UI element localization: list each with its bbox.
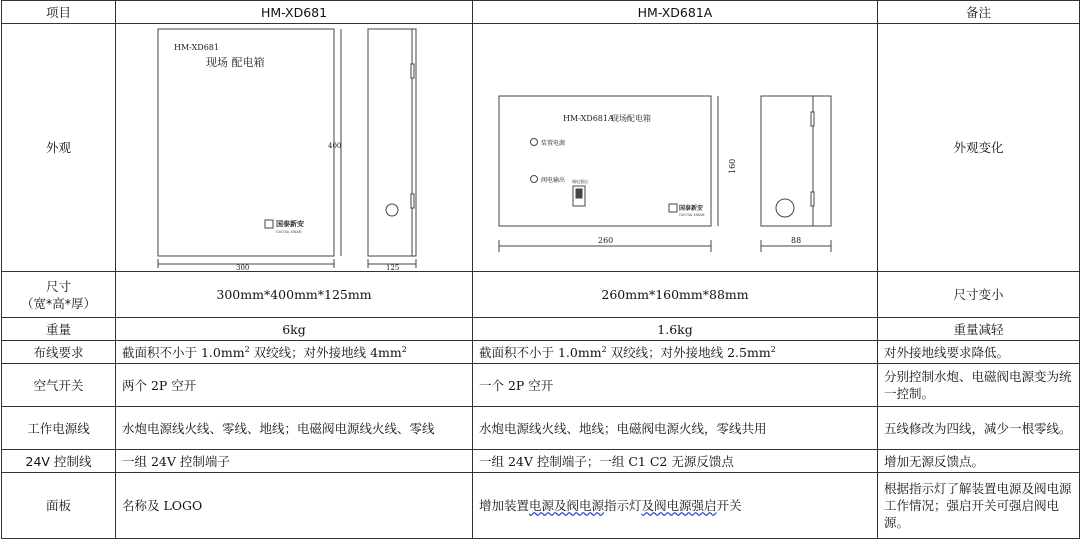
breaker-row [2,364,1080,407]
cabinet-b-side [761,96,831,226]
cabinet-b-height-dim: 160 [728,158,737,174]
cabinet-b-width-dim: 260 [598,236,614,245]
cabinet-b-depth-dim: 88 [791,236,802,245]
size-b: 260mm*160mm*88mm [473,272,878,318]
wiring-label: 布线要求 [2,341,116,364]
panel-note: 根据指示灯了解装置电源及阀电源工作情况；强启开关可强启阀电源。 [878,473,1080,539]
switch-label: 阀电强启 [572,179,588,184]
indicator-valve-icon [531,176,538,183]
panel-a: 名称及 LOGO [116,473,473,539]
breaker-note: 分别控制水炮、电磁阀电源变为统一控制。 [878,364,1080,407]
size-label-line2: （宽*高*厚） [20,295,96,311]
cabinet-a-logo: 国泰新安 [276,220,304,228]
weight-label: 重量 [2,318,116,341]
appearance-note: 外观变化 [878,24,1080,272]
header-row [2,1,1080,24]
power-line-note: 五线修改为四线，减少一根零线。 [878,407,1080,450]
drawing-model-b [473,24,878,272]
indicator-power-icon [531,139,538,146]
header-note: 备注 [878,1,1080,24]
wiring-row [2,341,1080,364]
control-line-row [2,450,1080,473]
cabinet-a-depth-dim: 125 [386,264,400,271]
size-label-line1: 尺寸 [45,278,71,294]
control-line-label: 24V 控制线 [2,450,116,473]
cabinet-a-width-dim: 300 [236,264,250,271]
appearance-row [2,24,1080,272]
cabinet-b-model: HM-XD681A [563,114,614,123]
cabinet-b-logo: 国泰新安 [679,205,704,212]
breaker-label: 空气开关 [2,364,116,407]
cabinet-a-height-dim: 400 [328,142,342,150]
appearance-label: 外观 [2,24,116,272]
control-line-b: 一组 24V 控制端子；一组 C1 C2 无源反馈点 [473,450,878,473]
indicator-valve-label: 阀电输出 [541,177,566,184]
size-row [2,272,1080,318]
cabinet-a-drawing [116,24,473,271]
wiring-b: 截面积不小于 $1.0mm^2$ 双绞线；对外接地线 $2.5mm^2$ [473,341,878,364]
header-model-a: HM-XD681 [116,1,473,24]
drawing-model-a [116,24,473,272]
weight-row [2,318,1080,341]
header-item: 项目 [2,1,116,24]
wiring-a: 截面积不小于 $1.0mm^2$ 双绞线；对外接地线 $4mm^2$ [116,341,473,364]
size-note: 尺寸变小 [878,272,1080,318]
control-line-a: 一组 24V 控制端子 [116,450,473,473]
breaker-b: 一个 2P 空开 [473,364,878,407]
power-line-label: 工作电源线 [2,407,116,450]
weight-b: 1.6kg [473,318,878,341]
header-model-b: HM-XD681A [473,1,878,24]
comparison-table [1,0,1080,539]
weight-a: 6kg [116,318,473,341]
power-line-row [2,407,1080,450]
cabinet-a-title: 现场 配电箱 [206,56,265,69]
cabinet-a-logo-sub: GUOTAI XINAN [276,230,302,234]
panel-b: 增加装置电源及阀电源指示灯及阀电源强启开关 [473,473,878,539]
cabinet-b-drawing [473,24,878,271]
cabinet-b-logo-sub: GUOTAI XINAN [679,213,705,217]
control-line-note: 增加无源反馈点。 [878,450,1080,473]
size-label [2,272,116,318]
power-line-b: 水炮电源线火线、地线；电磁阀电源火线，零线共用 [473,407,878,450]
panel-label: 面板 [2,473,116,539]
breaker-a: 两个 2P 空开 [116,364,473,407]
size-a: 300mm*400mm*125mm [116,272,473,318]
cabinet-a-model: HM-XD681 [174,43,219,52]
panel-row [2,473,1080,539]
power-line-a: 水炮电源线火线、零线、地线；电磁阀电源线火线、零线 [116,407,473,450]
indicator-power-label: 装置电源 [541,140,566,147]
wiring-note: 对外接地线要求降低。 [878,341,1080,364]
weight-note: 重量减轻 [878,318,1080,341]
cabinet-a-side [368,29,416,256]
cabinet-b-title: 现场配电箱 [611,114,651,123]
